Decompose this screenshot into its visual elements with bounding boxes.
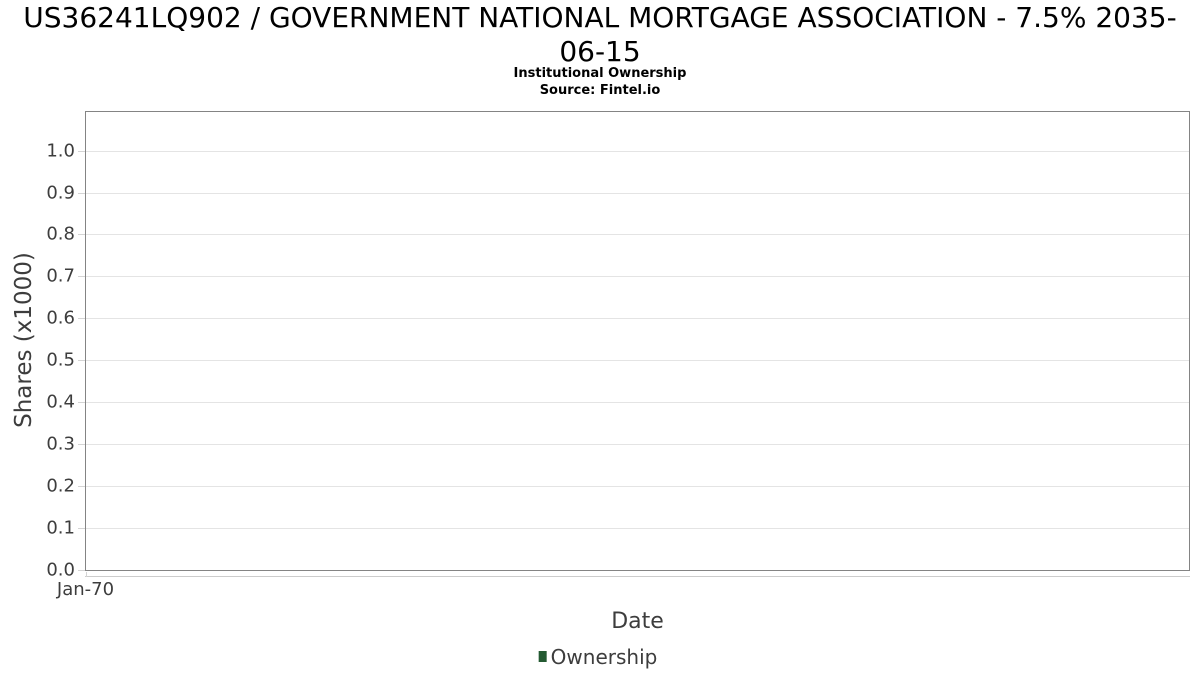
y-tick-label: 0.9: [46, 182, 75, 204]
y-tick-mark: [78, 276, 85, 277]
y-tick-label: 0.6: [46, 307, 75, 329]
y-tick-label: 0.8: [46, 223, 75, 245]
y-tick-label: 1.0: [46, 140, 75, 162]
y-tick-label: 0.7: [46, 265, 75, 287]
legend-label-ownership: Ownership: [550, 645, 658, 669]
y-gridline: [86, 444, 1189, 445]
y-tick-mark: [78, 318, 85, 319]
y-tick-mark: [78, 486, 85, 487]
y-gridline: [86, 528, 1189, 529]
y-tick-mark: [78, 360, 85, 361]
y-tick-mark: [78, 151, 85, 152]
y-tick-mark: [78, 444, 85, 445]
y-tick-label: 0.1: [46, 517, 75, 539]
y-tick-label: 0.2: [46, 475, 75, 497]
plot-area: [85, 111, 1190, 571]
y-gridline: [86, 276, 1189, 277]
legend: [539, 645, 658, 669]
legend-swatch-ownership: [539, 651, 547, 662]
y-gridline: [86, 193, 1189, 194]
y-tick-mark: [78, 570, 85, 571]
chart-source-label: Source: Fintel.io: [539, 83, 661, 98]
y-gridline: [86, 402, 1189, 403]
y-tick-label: 0.4: [46, 391, 75, 413]
y-tick-mark: [78, 402, 85, 403]
y-tick-mark: [78, 528, 85, 529]
y-tick-label: 0.0: [46, 559, 75, 581]
y-gridline: [86, 360, 1189, 361]
y-gridline: [86, 234, 1189, 235]
y-tick-label: 0.5: [46, 349, 75, 371]
y-gridline: [86, 486, 1189, 487]
y-tick-mark: [78, 234, 85, 235]
y-gridline: [86, 151, 1189, 152]
x-tick-mark: [86, 572, 87, 577]
y-axis-title: Shares (x1000): [11, 252, 37, 428]
x-axis-baseline: [85, 576, 1190, 577]
y-gridline: [86, 318, 1189, 319]
chart-subtitle: Institutional Ownership: [513, 66, 687, 81]
y-tick-mark: [78, 193, 85, 194]
x-axis-title: Date: [611, 609, 664, 634]
y-tick-label: 0.3: [46, 433, 75, 455]
chart-title: US36241LQ902 / GOVERNMENT NATIONAL MORTGAGE ASSOCIATION - 7.5% 2035-06-15: [23, 1, 1177, 68]
x-tick-label: Jan-70: [56, 579, 115, 600]
